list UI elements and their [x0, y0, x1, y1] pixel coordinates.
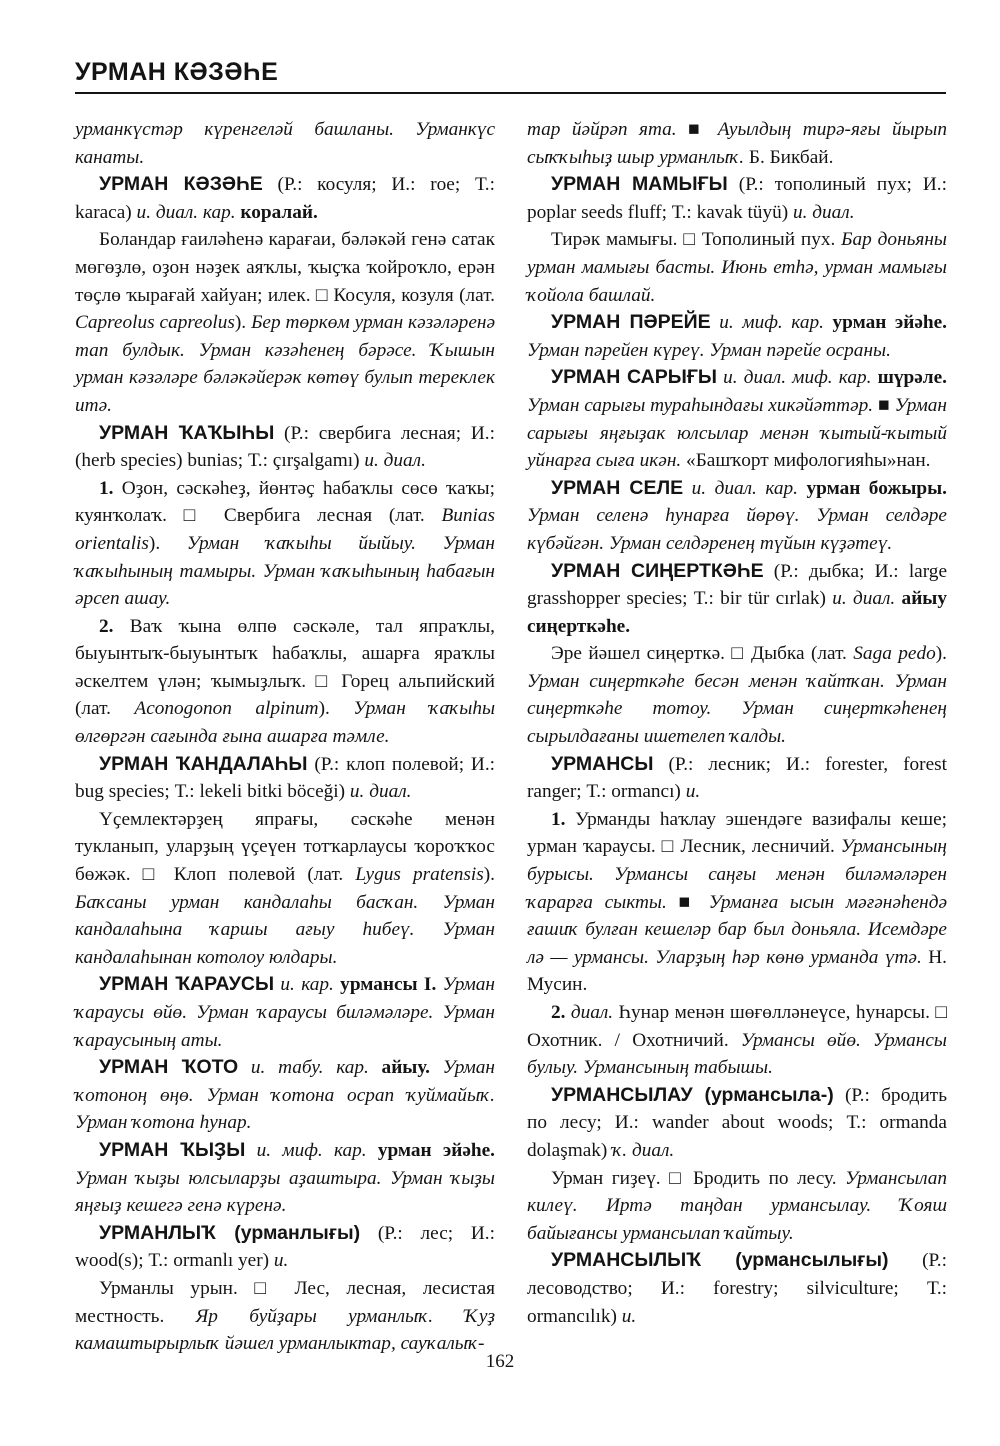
entry-meta: (Р.: лесник; И.: forester, forest ranger; Т.: ormancı) — [527, 753, 947, 803]
grammar-label: и. — [621, 1305, 637, 1327]
examples: Урман селенә һунарға йөрөү. Урман селдәре күбәйгән. Урман селдәренең түйын күҙәтеү. — [527, 505, 947, 554]
grammar-label: и. — [273, 1250, 289, 1272]
examples: Урмансы өйө. Урмансы булыу. Урмансының табышы. — [527, 1029, 947, 1079]
entry-urman-kandalahy — [75, 751, 495, 806]
cross-reference: урман божыры. — [798, 477, 947, 499]
headword: УРМАН КӘЗӘҺЕ — [99, 173, 263, 196]
definition — [75, 226, 495, 419]
entry-meta: (Р.: тополиный пух; И.: poplar seeds fluff; Т.: kavak tüyü) — [527, 174, 947, 223]
definition-text: Оҙон, сәскәһеҙ, йөнтәҫ һабаҡлы сөсө ҡаҡы; куянҡолаҡ. □ Свербига лесная (лат. — [75, 477, 495, 527]
entry-meta: (Р.: косуля; И.: roe; Т.: karaca) — [75, 174, 495, 223]
examples: Яр буйҙары урманлыҡ. Ҡуҙ камаштырырлыҡ йәшел урманлыктар, сауҡалыҡ- — [75, 1305, 495, 1355]
grammar-label: и. диал. — [349, 781, 412, 803]
sense-1 — [527, 806, 947, 999]
headword: УРМАНСЫ — [551, 752, 654, 775]
grammar-label: и. диал. миф. кар. — [716, 367, 872, 389]
definition-text: Ваҡ ҡына өлпө сәскәле, тал япраҡлы, быуынтыҡ-быуынтыҡ һабаҡлы, ашарға яраҡлы әскелтем үлән; ҡымыҙлыҡ. □ Горец альпийский (лат. — [75, 615, 495, 720]
examples: Урман сиңерткәһе бесән менән ҡайтҡан. Урман сиңерткәһе тотоу. Урман сиңерткәһенең сырылдағаны ишетелеп ҡалды. — [527, 670, 947, 748]
square-mark-icon: ■ — [666, 891, 709, 913]
examples: Бер төркөм урман кәзәләренә тап булдык. Урман кәзәһенең бәрәсе. Ҡышын урман кәзәләре бәләкәйерәк көтөү булып тереклек итә. — [75, 312, 496, 416]
entry-urman-kakyhy — [75, 420, 495, 475]
grammar-label: и. диал. — [364, 450, 426, 472]
definition-end: ). — [148, 532, 187, 554]
grammar-label: ҡ. диал. — [612, 1139, 675, 1161]
examples: Урман сарығы тураһындағы хикәйәттәр. — [527, 394, 874, 416]
cross-reference: шүрәле. — [871, 367, 947, 389]
cross-reference: айыу. — [368, 1057, 430, 1079]
definition-end: ). — [234, 312, 252, 334]
quotation: Урман сарығы яңғыҙак юлсылар менән ҡытый-ҡытый уйнарға сыға икән. — [527, 394, 947, 472]
entry-meta: (Р.: лесоводство; И.: forestry; silviculture; Т.: ormancılık) — [527, 1250, 947, 1327]
headword: УРМАН ҠАНДАЛАҺЫ — [99, 752, 308, 775]
entry-meta: (Р.: клоп полевой; И.: bug species; Т.: lekeli bitki böceği) — [75, 753, 496, 803]
entry-urmansylyk — [527, 1247, 947, 1330]
sense-1 — [75, 475, 495, 613]
definition-text: Үҫемлектәрҙең япрағы, сәскәһе менән тукланып, уларҙың үҫеүен тотҡарлаусы ҡороҡҡос бөжәк. □ Клоп полевой (лат. — [75, 808, 495, 886]
continued-text: урманкүстәр күренгеләй башланы. Урманкүс канаты. — [75, 119, 495, 168]
cross-reference: урман эйәһе. — [823, 312, 947, 334]
definition-text: Тирәк мамығы. □ Тополиный пух. — [551, 229, 842, 251]
latin-name: Capreolus capreolus — [75, 312, 235, 334]
entry-urmansy — [527, 751, 947, 806]
page-number: 162 — [485, 1351, 515, 1372]
cross-reference: урман эйәһе. — [366, 1139, 495, 1161]
examples: Урман ҡаҡыһы йыйыу. Урман ҡаҡыһының тамыры. Урман ҡаҡыһының һабағын әрсеп ашау. — [75, 532, 495, 610]
sense-2 — [75, 613, 495, 751]
examples: Урман ҡараусы өйө. Урман ҡараусы биләмәләре. Урман ҡараусының аты. — [75, 974, 495, 1051]
entry-urman-kyzy — [75, 1137, 495, 1220]
entry-urman-pereye — [527, 309, 947, 364]
examples: Урман пәрейен күреү. Урман пәрейе осраны. — [527, 339, 891, 361]
grammar-label: диал. — [565, 1002, 614, 1023]
entry-urman-koto — [75, 1054, 495, 1137]
entry-meta: (Р.: дыбка; И.: large grasshopper species; Т.: bir tür cırlak) — [527, 560, 948, 610]
headword: УРМАН СЕЛЕ — [551, 476, 684, 499]
grammar-label: и. диал. кар. — [136, 201, 236, 223]
grammar-label: и. миф. кар. — [245, 1139, 367, 1161]
definition — [527, 640, 947, 750]
header-rule — [75, 92, 946, 94]
definition — [75, 806, 495, 972]
square-mark-icon: ■ — [873, 394, 895, 416]
cross-reference: коралай. — [235, 201, 318, 223]
sense-number: 2. — [551, 1002, 566, 1023]
definition-text: Боландар ғаиләһенә карағаи, бәләкәй генә сатак мөгөҙлө, оҙон нәҙек аяҡлы, ҡыҫҡа ҡойроҡло, ерән төҫлө ҡырағай хайуан; илек. □ Косуля, козуля (лат. — [75, 229, 495, 306]
grammar-label: и. диал. — [832, 588, 896, 610]
definition — [527, 1165, 947, 1248]
examples: Урман ҡыҙы юлсыларҙы аҙаштыра. Урман ҡыҙы яңғыҙ кешегә генә күренә. — [75, 1167, 495, 1217]
quotation-author: Б. Бикбай. — [744, 146, 834, 168]
grammar-label: и. — [685, 781, 701, 803]
quotation-source: «Башҡорт мифологияһы»нан. — [681, 450, 931, 472]
definition-end: ). — [318, 698, 354, 720]
latin-name: Aconogonon alpinum — [134, 698, 319, 720]
headword: УРМАН ПӘРЕЙЕ — [551, 311, 711, 334]
grammar-label: и. табу. кар. — [238, 1057, 369, 1079]
entry-urman-karausy — [75, 971, 495, 1054]
sense-number: 1. — [99, 477, 114, 499]
headword: УРМАН ҠОТО — [99, 1056, 239, 1079]
entry-urman-mamygy — [527, 171, 947, 226]
quotation: Ауылдың тирә-яғы йырып сыҡҡыһыҙ шыр урманлыҡ. — [527, 119, 947, 168]
definition-text: Эре йәшел сиңерткә. □ Дыбка (лат. — [551, 643, 854, 665]
sense-number: 2. — [99, 615, 114, 637]
entry-urman-sarygy — [527, 364, 947, 474]
entry-urmansylau — [527, 1082, 947, 1165]
grammar-label: и. диал. — [792, 201, 855, 223]
square-mark-icon: ■ — [676, 119, 718, 140]
examples: Бар доньяны урман мамығы басты. Июнь етһә, урман мамығы ҡойола башлай. — [527, 229, 947, 306]
sense-number: 1. — [551, 808, 566, 830]
examples: Урмансылап килеү. Иртә таңдан урмансылау. Ҡояш байығансы урмансылап ҡайтыу. — [527, 1167, 947, 1244]
quotation-author: Н. Мусин. — [527, 946, 947, 996]
headword: УРМАН ҠАРАУСЫ — [99, 973, 275, 996]
entry-meta: (Р.: лес; И.: wood(s); Т.: ormanlı yer) — [75, 1222, 495, 1272]
latin-name: Saga pedo — [853, 643, 936, 665]
cross-reference: урмансы I. — [333, 974, 437, 996]
definition-text: Урман гиҙеү. □ Бродить по лесу. — [551, 1167, 846, 1189]
right-column — [527, 116, 947, 1330]
examples: Урман ҡотоноң өңө. Урман ҡотона осрап ҡуймайыҡ. Урман ҡотона һунар. — [75, 1057, 495, 1134]
examples: тар йәйрәп ята. — [527, 119, 677, 140]
cross-reference: айыу сиңерткәһе. — [527, 588, 947, 637]
quotation: Урманға ысын мәғәнәһендә ғашиҡ булған кешеләр бар был доньяла. Исемдәре лә — урмансы. Уларҙың һәр көнө урманда үтә. — [527, 891, 948, 968]
entry-urman-sinertkehe — [527, 558, 947, 641]
headword: УРМАНСЫЛАУ (урмансыла-) — [551, 1083, 834, 1106]
definition-end: ). — [935, 643, 947, 665]
grammar-label: и. миф. кар. — [710, 312, 824, 334]
headword: УРМАН САРЫҒЫ — [551, 366, 717, 389]
headword: УРМАН МАМЫҒЫ — [551, 173, 728, 196]
left-column — [75, 116, 495, 1358]
headword: УРМАНЛЫҠ (урманлығы) — [99, 1221, 361, 1244]
sense-2 — [527, 999, 947, 1082]
examples: Баҡсаны урман кандалаһы басҡан. Урман кандалаһына ҡаршы ағыу һибеү. Урман кандалаһынан котолоу юлдары. — [75, 891, 495, 968]
entry-meta: (Р.: бродить по лесу; И.: wander about woods; Т.: ormanda dolaşmak) — [527, 1084, 947, 1161]
entry-meta: (Р.: свербига лесная; И.: (herb species) bunias; Т.: çırşalgamı) — [75, 422, 495, 472]
headword: УРМАНСЫЛЫҠ (урмансылығы) — [551, 1249, 889, 1272]
grammar-label: и. диал. кар. — [683, 477, 798, 499]
entry-urman-sele — [527, 475, 947, 558]
definition-end: ). — [483, 864, 495, 886]
page-header: УРМАН КӘЗӘҺЕ — [75, 58, 279, 86]
definition — [75, 1275, 495, 1358]
headword: УРМАН СИҢЕРТКӘҺЕ — [551, 559, 764, 582]
entry-urmanlyk — [75, 1220, 495, 1275]
definition-text: Урманлы урын. □ Лес, лесная, лесистая местность. — [75, 1277, 495, 1327]
latin-name: Bunias orientalis — [75, 505, 495, 554]
examples: Урмансының бурысы. Урмансы саңғы менән биләмәләрен ҡарарға сыкты. — [527, 836, 947, 913]
headword: УРМАН ҠАҠЫҺЫ — [99, 421, 275, 444]
grammar-label: и. кар. — [274, 974, 334, 996]
headword: УРМАН ҠЫҘЫ — [99, 1138, 246, 1161]
definition — [527, 226, 947, 309]
definition-text: Һунар менән шөғөлләнеүсе, һунарсы. □ Охотник. / Охотничий. — [527, 1002, 947, 1051]
entry-urman-kezehe — [75, 171, 495, 226]
examples: Урман ҡаҡыһы өлгөргән сағында ғына ашарға тәмле. — [75, 698, 496, 748]
continued-text — [527, 116, 947, 171]
definition-text: Урманды һаҡлау эшендәге вазифалы кеше; урман ҡараусы. □ Лесник, лесничий. — [527, 808, 947, 858]
latin-name: Lygus pratensis — [355, 864, 484, 886]
